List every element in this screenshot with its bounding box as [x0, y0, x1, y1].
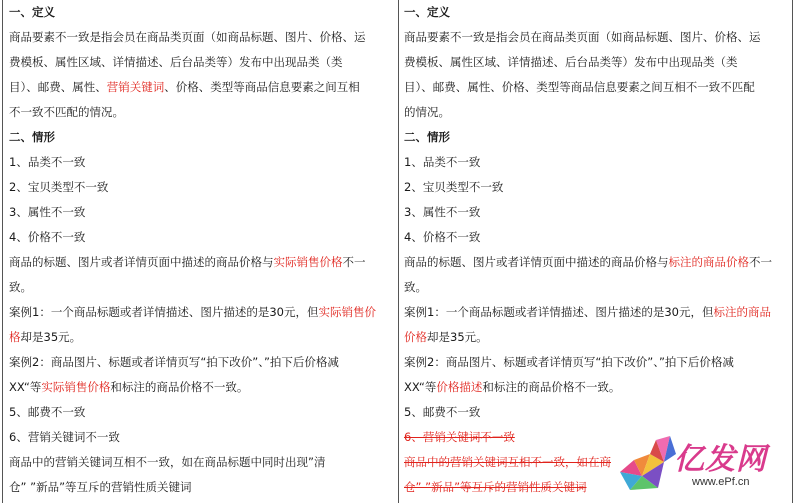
highlight-actual-price: 实际销售价 [318, 305, 376, 319]
text-span: 商品的标题、图片或者详情页面中描述的商品价格与 [9, 255, 274, 269]
text-span: 却是35元。 [20, 330, 82, 344]
text-span: 、价格、类型等商品信息要素之间互相 [164, 80, 360, 94]
list-item: 1、品类不一致 [9, 155, 86, 169]
text-span: 案例1：一个商品标题或者详情描述、图片描述的是30元，但 [9, 305, 319, 319]
right-column [404, 0, 788, 503]
text-span: 不一 [749, 255, 772, 269]
text-line: 的情况。 [404, 105, 450, 119]
text-span: 却是35元。 [427, 330, 488, 344]
list-item: 2、宝贝类型不一致 [9, 180, 109, 194]
text-line: 费模板、属性区域、详情描述、后台品类等）发布中出现品类（类 [9, 55, 343, 69]
text-line: 不一致不匹配的情况。 [9, 105, 124, 119]
text-line: 费模板、属性区域、详情描述、后台品类等）发布中出现品类（类 [404, 55, 738, 69]
watermark-url: www.ePf.cn [692, 476, 750, 488]
text-span: XX“等 [9, 380, 42, 394]
list-item: 5、邮费不一致 [404, 405, 481, 419]
watermark-title: 亿发网 [674, 442, 767, 477]
list-item: 4、价格不一致 [404, 230, 481, 244]
text-span: 目）、邮费、属性、 [9, 80, 107, 94]
struck-text-line: 仓” ”新品”等互斥的营销性质关键词 [404, 480, 587, 494]
highlight-price-description: 价格描述 [436, 380, 483, 394]
list-item: 6、营销关键词不一致 [9, 430, 120, 444]
deer-logo-icon [612, 432, 682, 498]
text-line [9, 325, 389, 350]
highlight-marked-price: 价格 [404, 330, 427, 344]
list-item: 5、邮费不一致 [9, 405, 86, 419]
text-span: 和标注的商品价格不一致。 [482, 380, 621, 394]
section-heading-definition: 一、定义 [404, 5, 450, 19]
text-line [404, 325, 788, 350]
text-line: 商品中的营销关键词互相不一致，如在商品标题中同时出现”清 [9, 455, 326, 469]
text-line: 案例2：商品图片、标题或者详情页写“拍下改价”、”拍下后价格减 [9, 355, 339, 369]
text-span: 案例1：一个商品标题或者详情描述、图片描述的是30元，但 [404, 305, 714, 319]
text-line: 致。 [9, 280, 32, 294]
section-heading-definition: 一、定义 [9, 5, 55, 19]
text-span: 不一 [342, 255, 366, 269]
watermark-logo [612, 432, 792, 502]
list-item: 4、价格不一致 [9, 230, 86, 244]
left-column [9, 0, 389, 503]
highlight-marked-price: 标注的商品 [713, 305, 771, 319]
highlight-actual-price: 实际销售价格 [273, 255, 343, 269]
text-span: XX“等 [404, 380, 437, 394]
text-line: 目）、邮费、属性、价格、类型等商品信息要素之间互相不一致不匹配 [404, 80, 755, 94]
text-line [9, 375, 389, 400]
highlight-actual-price: 格 [9, 330, 21, 344]
column-divider [398, 0, 399, 503]
list-item: 3、属性不一致 [404, 205, 481, 219]
highlight-marketing-keyword: 营销关键词 [106, 80, 165, 94]
section-heading-cases: 二、情形 [9, 130, 55, 144]
text-line [404, 250, 788, 275]
list-item: 3、属性不一致 [9, 205, 86, 219]
text-line: 商品要素不一致是指会员在商品类页面（如商品标题、图片、价格、运 [9, 30, 366, 44]
text-line: 致。 [404, 280, 427, 294]
highlight-marked-price: 标注的商品价格 [668, 255, 749, 269]
struck-list-item: 6、营销关键词不一致 [404, 430, 515, 444]
text-span: 商品的标题、图片或者详情页面中描述的商品价格与 [404, 255, 669, 269]
section-heading-cases: 二、情形 [404, 130, 450, 144]
struck-text-line: 商品中的营销关键词互相不一致，如在商 [404, 455, 611, 469]
text-line [9, 75, 389, 100]
list-item: 1、品类不一致 [404, 155, 481, 169]
text-line: 商品要素不一致是指会员在商品类页面（如商品标题、图片、价格、运 [404, 30, 761, 44]
text-line [404, 375, 788, 400]
text-line [404, 300, 788, 325]
text-line: 仓” ”新品”等互斥的营销性质关键词 [9, 480, 192, 494]
text-line [9, 250, 389, 275]
text-line: 案例2：商品图片、标题或者详情页写“拍下改价”、”拍下后价格减 [404, 355, 734, 369]
list-item: 2、宝贝类型不一致 [404, 180, 504, 194]
text-span: 和标注的商品价格不一致。 [110, 380, 249, 394]
highlight-actual-price: 实际销售价格 [41, 380, 111, 394]
text-line [9, 300, 389, 325]
